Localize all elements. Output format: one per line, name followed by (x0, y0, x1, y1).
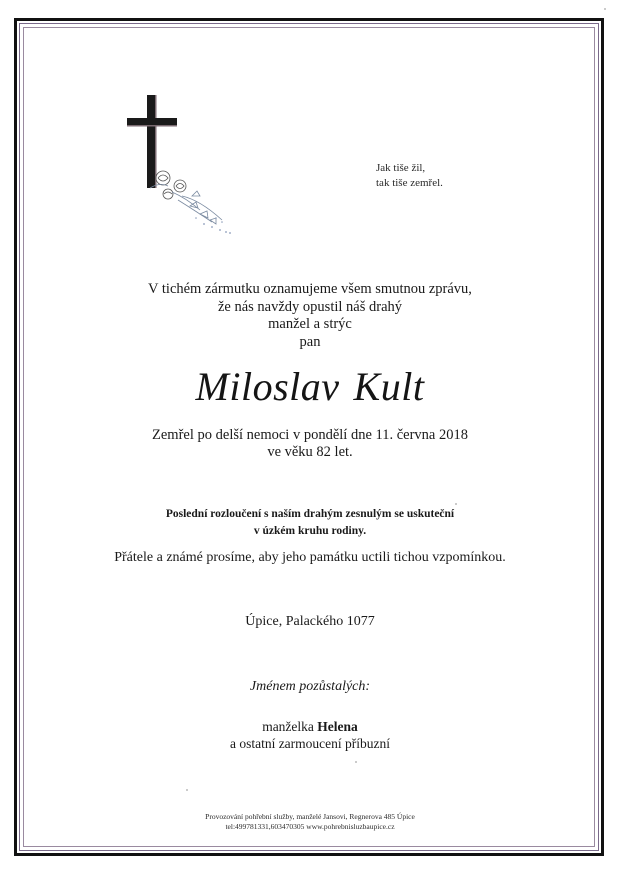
wife-line (0, 718, 620, 735)
address: Úpice, Palackého 1077 (245, 614, 375, 629)
motto-line: tak tiše zemřel. (376, 177, 443, 189)
footer-line: Provozování pohřební služby, manželé Jansovi, Regnerova 485 Úpice (205, 812, 415, 821)
scan-speck (604, 8, 606, 10)
funeral-service-footer (0, 812, 620, 832)
scan-speck (186, 789, 188, 791)
cross-with-flowers-icon (120, 92, 250, 242)
farewell-notice (0, 506, 620, 540)
intro-line: V tichém zármutku oznamujeme všem smutnou zprávu, (148, 281, 472, 297)
relatives-line: a ostatní zarmoucení příbuzní (229, 736, 391, 751)
friends-request: Přátele a známé prosíme, aby jeho památku uctili tichou vzpomínkou. (114, 550, 506, 565)
scan-speck (455, 503, 457, 505)
footer-line: tel:499781331,603470305 www.pohrebnisluzbaupice.cz (225, 822, 395, 831)
motto (376, 161, 443, 191)
intro-line: pan (299, 333, 321, 350)
farewell-line: v úzkém kruhu rodiny. (253, 525, 367, 537)
wife-name: Helena (317, 719, 358, 734)
wife-prefix: manželka (262, 719, 314, 734)
deceased-last-name: Kult (353, 364, 425, 409)
intro-line: manžel a strýc (268, 316, 352, 332)
announcement-intro (0, 281, 620, 351)
scan-speck (355, 761, 357, 763)
farewell-line: Poslední rozloučení s naším drahým zesnulým se uskuteční (165, 508, 455, 520)
behalf-label: Jménem pozůstalých: (249, 679, 371, 694)
motto-line: Jak tiše žil, (376, 162, 426, 174)
family-signature (0, 718, 620, 752)
death-details (0, 427, 620, 461)
age-line: ve věku 82 let. (267, 444, 353, 460)
deceased-name (0, 363, 620, 410)
deceased-first-name: Miloslav (195, 364, 340, 409)
intro-line: že nás navždy opustil náš drahý (217, 298, 403, 315)
death-line: Zemřel po delší nemoci v pondělí dne 11. června 2018 (152, 427, 468, 443)
